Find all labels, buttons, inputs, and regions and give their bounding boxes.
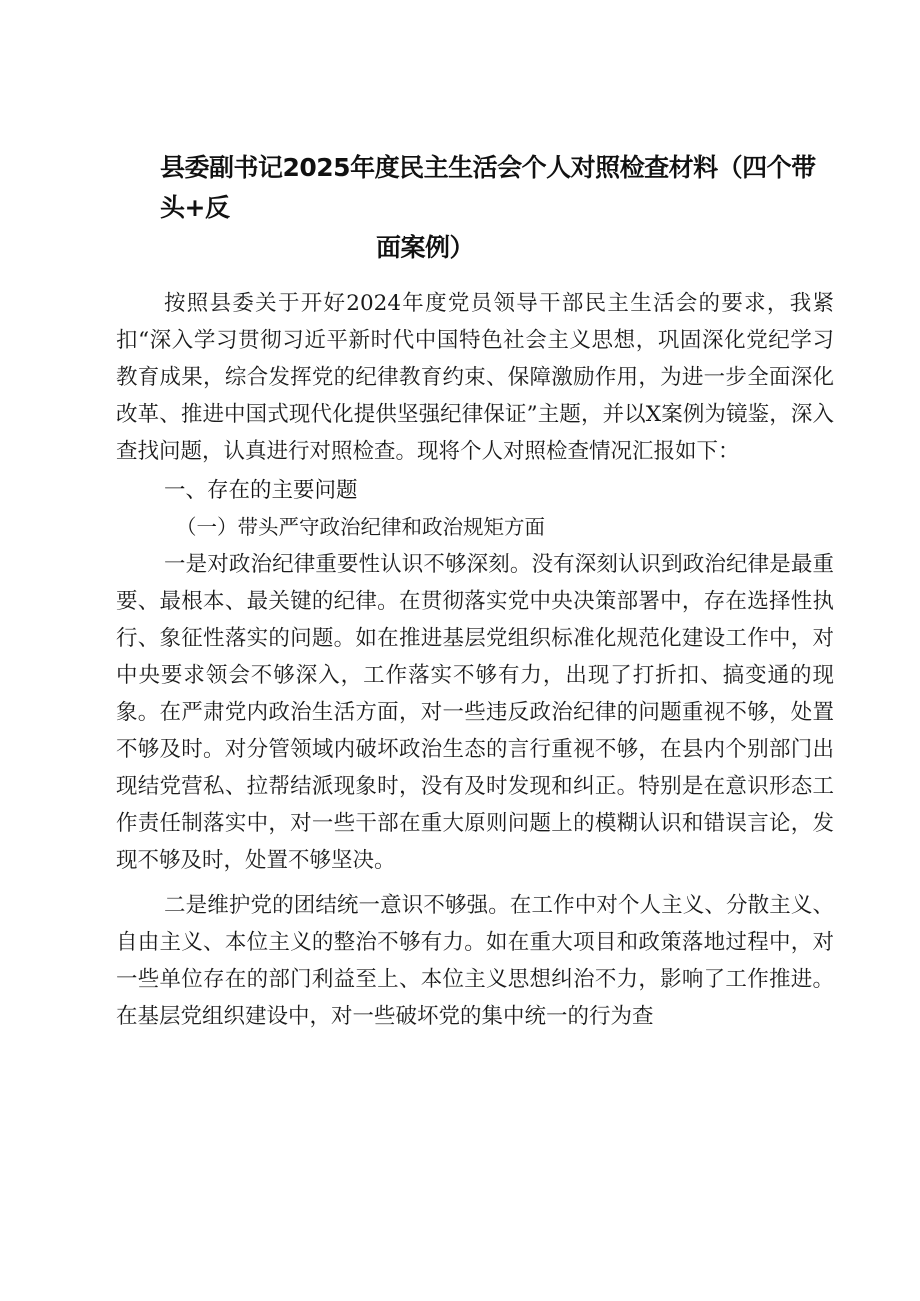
- body-paragraph-2: 二是维护党的团结统一意识不够强。在工作中对个人主义、分散主义、自由主义、本位主义的整治不够有力。如在重大项目和政策落地过程中，对一些单位存在的部门利益至上、本位主义思想纠治不力，影响了工作推进。在基层党组织建设中，对一些破坏党的集中统一的行为查: [116, 893, 834, 1029]
- intro-paragraph: 按照县委关于开好2024年度党员领导干部民主生活会的要求，我紧扣“深入学习贯彻习近平新时代中国特色社会主义思想，巩固深化党纪学习教育成果，综合发挥党的纪律教育约束、保障激励作用，为进一步全面深化改革、推进中国式现代化提供坚强纪律保证”主题，并以X案例为镜鉴，深入查找问题，认真进行对照检查。现将个人对照检查情况汇报如下：: [116, 291, 834, 464]
- title-line-2: 面案例）: [376, 233, 475, 262]
- title-line-1: 县委副书记2025年度民主生活会个人对照检查材料（四个带头+反: [160, 153, 816, 222]
- section-heading-problems: 一、存在的主要问题: [164, 478, 358, 503]
- document-title: [160, 148, 840, 268]
- subsection-heading-political-discipline: （一）带头严守政治纪律和政治规矩方面: [176, 515, 545, 539]
- document-body: [116, 285, 834, 1035]
- body-paragraph-1: 一是对政治纪律重要性认识不够深刻。没有深刻认识到政治纪律是最重要、最根本、最关键的纪律。在贯彻落实党中央决策部署中，存在选择性执行、象征性落实的问题。如在推进基层党组织标准化规范化建设工作中，对中央要求领会不够深入，工作落实不够有力，出现了打折扣、搞变通的现象。在严肃党内政治生活方面，对一些违反政治纪律的问题重视不够，处置不够及时。对分管领域内破坏政治生态的言行重视不够，在县内个别部门出现结党营私、拉帮结派现象时，没有及时发现和纠正。特别是在意识形态工作责任制落实中，对一些干部在重大原则问题上的模糊认识和错误言论，发现不够及时，处置不够坚决。: [116, 552, 834, 873]
